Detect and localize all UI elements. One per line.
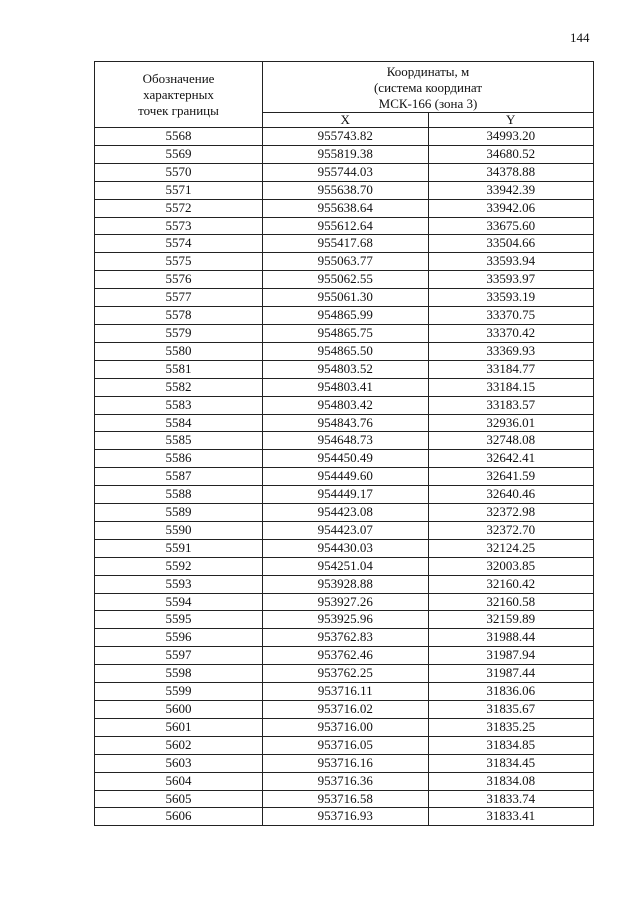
y-coordinate-cell: 32124.25 (428, 539, 594, 557)
table-row (95, 450, 594, 468)
y-coordinate-cell: 31834.08 (428, 772, 594, 790)
table-row (95, 790, 594, 808)
table-row (95, 271, 594, 289)
y-coordinate-cell: 33942.39 (428, 181, 594, 199)
x-coordinate-cell: 954803.52 (263, 360, 429, 378)
x-coordinate-cell: 955819.38 (263, 145, 429, 163)
table-row (95, 575, 594, 593)
point-id-cell: 5571 (95, 181, 263, 199)
point-id-cell: 5573 (95, 217, 263, 235)
coords-label-line-1: Координаты, м (386, 64, 470, 79)
table-row (95, 593, 594, 611)
y-coordinate-cell: 31836.06 (428, 683, 594, 701)
y-coordinate-cell: 31834.45 (428, 754, 594, 772)
point-id-cell: 5605 (95, 790, 263, 808)
table-row (95, 629, 594, 647)
table-row (95, 736, 594, 754)
x-coordinate-cell: 954251.04 (263, 557, 429, 575)
table-row (95, 772, 594, 790)
coordinates-header (263, 62, 594, 113)
table-row (95, 235, 594, 253)
x-coordinate-cell: 953762.46 (263, 647, 429, 665)
point-id-cell: 5600 (95, 701, 263, 719)
point-id-cell: 5576 (95, 271, 263, 289)
page-number: 144 (570, 30, 590, 45)
y-coordinate-cell: 31833.41 (428, 808, 594, 826)
table-body (95, 128, 594, 826)
table-row (95, 342, 594, 360)
y-coordinate-cell: 31835.25 (428, 718, 594, 736)
point-id-cell: 5603 (95, 754, 263, 772)
table-row (95, 163, 594, 181)
table-row (95, 145, 594, 163)
coords-label-line-3: МСК-166 (зона 3) (378, 96, 478, 111)
point-id-cell: 5572 (95, 199, 263, 217)
coords-label-line-2: (система координат (373, 80, 483, 95)
y-coordinate-cell: 32372.98 (428, 504, 594, 522)
point-id-cell: 5570 (95, 163, 263, 181)
x-coordinate-cell: 953928.88 (263, 575, 429, 593)
x-coordinate-cell: 955744.03 (263, 163, 429, 181)
x-column-header: X (263, 113, 429, 128)
x-coordinate-cell: 955638.64 (263, 199, 429, 217)
point-id-cell: 5593 (95, 575, 263, 593)
x-coordinate-cell: 954648.73 (263, 432, 429, 450)
point-id-cell: 5606 (95, 808, 263, 826)
point-id-cell: 5574 (95, 235, 263, 253)
table-row (95, 808, 594, 826)
table-row (95, 557, 594, 575)
point-id-cell: 5604 (95, 772, 263, 790)
point-id-cell: 5575 (95, 253, 263, 271)
table-row (95, 396, 594, 414)
x-coordinate-cell: 954423.07 (263, 521, 429, 539)
table-row (95, 468, 594, 486)
y-coordinate-cell: 31988.44 (428, 629, 594, 647)
table-row (95, 307, 594, 325)
table-row (95, 360, 594, 378)
point-id-cell: 5596 (95, 629, 263, 647)
table-row (95, 324, 594, 342)
point-id-cell: 5581 (95, 360, 263, 378)
point-id-cell: 5594 (95, 593, 263, 611)
y-coordinate-cell: 33593.97 (428, 271, 594, 289)
point-id-cell: 5583 (95, 396, 263, 414)
y-coordinate-cell: 34680.52 (428, 145, 594, 163)
table-row (95, 217, 594, 235)
y-coordinate-cell: 32159.89 (428, 611, 594, 629)
point-id-cell: 5587 (95, 468, 263, 486)
y-coordinate-cell: 32372.70 (428, 521, 594, 539)
y-coordinate-cell: 33593.94 (428, 253, 594, 271)
y-coordinate-cell: 33675.60 (428, 217, 594, 235)
point-label-line-3: точек границы (138, 102, 219, 118)
coordinates-table (94, 61, 594, 826)
table-row (95, 181, 594, 199)
point-label-line-1: Обозначение (142, 70, 215, 86)
point-id-cell: 5601 (95, 718, 263, 736)
x-coordinate-cell: 955063.77 (263, 253, 429, 271)
y-coordinate-cell: 33370.42 (428, 324, 594, 342)
x-coordinate-cell: 953762.83 (263, 629, 429, 647)
table-row (95, 199, 594, 217)
x-coordinate-cell: 954450.49 (263, 450, 429, 468)
x-coordinate-cell: 953716.58 (263, 790, 429, 808)
table-row (95, 611, 594, 629)
point-id-cell: 5591 (95, 539, 263, 557)
point-id-cell: 5585 (95, 432, 263, 450)
point-id-cell: 5568 (95, 128, 263, 146)
y-coordinate-cell: 32641.59 (428, 468, 594, 486)
table-row (95, 683, 594, 701)
x-coordinate-cell: 955638.70 (263, 181, 429, 199)
x-coordinate-cell: 953716.93 (263, 808, 429, 826)
header-row-top (95, 62, 594, 113)
x-coordinate-cell: 954449.17 (263, 486, 429, 504)
y-coordinate-cell: 33184.77 (428, 360, 594, 378)
point-label-line-2: характерных (143, 86, 214, 102)
y-coordinate-cell: 33183.57 (428, 396, 594, 414)
point-id-cell: 5590 (95, 521, 263, 539)
point-id-cell: 5569 (95, 145, 263, 163)
x-coordinate-cell: 953716.16 (263, 754, 429, 772)
table-row (95, 647, 594, 665)
x-coordinate-cell: 954865.50 (263, 342, 429, 360)
x-coordinate-cell: 954423.08 (263, 504, 429, 522)
x-coordinate-cell: 953927.26 (263, 593, 429, 611)
table-header (95, 62, 594, 128)
y-coordinate-cell: 33369.93 (428, 342, 594, 360)
x-coordinate-cell: 953716.36 (263, 772, 429, 790)
x-coordinate-cell: 955062.55 (263, 271, 429, 289)
table-row (95, 665, 594, 683)
point-id-cell: 5588 (95, 486, 263, 504)
x-coordinate-cell: 954843.76 (263, 414, 429, 432)
point-id-cell: 5592 (95, 557, 263, 575)
x-coordinate-cell: 955061.30 (263, 289, 429, 307)
point-id-cell: 5602 (95, 736, 263, 754)
table-row (95, 718, 594, 736)
y-coordinate-cell: 33370.75 (428, 307, 594, 325)
point-id-cell: 5584 (95, 414, 263, 432)
y-coordinate-cell: 31835.67 (428, 701, 594, 719)
x-coordinate-cell: 955417.68 (263, 235, 429, 253)
x-coordinate-cell: 954430.03 (263, 539, 429, 557)
point-id-cell: 5597 (95, 647, 263, 665)
y-coordinate-cell: 33942.06 (428, 199, 594, 217)
point-designation-header (95, 62, 263, 128)
x-coordinate-cell: 953925.96 (263, 611, 429, 629)
x-coordinate-cell: 953716.11 (263, 683, 429, 701)
table-row (95, 253, 594, 271)
table-row (95, 754, 594, 772)
y-coordinate-cell: 34993.20 (428, 128, 594, 146)
point-id-cell: 5578 (95, 307, 263, 325)
y-coordinate-cell: 32936.01 (428, 414, 594, 432)
y-coordinate-cell: 31987.94 (428, 647, 594, 665)
x-coordinate-cell: 953716.02 (263, 701, 429, 719)
x-coordinate-cell: 953762.25 (263, 665, 429, 683)
table-row (95, 521, 594, 539)
table-row (95, 414, 594, 432)
point-id-cell: 5599 (95, 683, 263, 701)
y-coordinate-cell: 31833.74 (428, 790, 594, 808)
y-coordinate-cell: 32160.42 (428, 575, 594, 593)
table-row (95, 701, 594, 719)
point-id-cell: 5598 (95, 665, 263, 683)
y-coordinate-cell: 31834.85 (428, 736, 594, 754)
y-coordinate-cell: 33504.66 (428, 235, 594, 253)
y-coordinate-cell: 33593.19 (428, 289, 594, 307)
y-coordinate-cell: 33184.15 (428, 378, 594, 396)
point-id-cell: 5579 (95, 324, 263, 342)
point-id-cell: 5586 (95, 450, 263, 468)
y-coordinate-cell: 31987.44 (428, 665, 594, 683)
point-id-cell: 5595 (95, 611, 263, 629)
x-coordinate-cell: 954803.41 (263, 378, 429, 396)
table-row (95, 289, 594, 307)
y-column-header: Y (428, 113, 594, 128)
x-coordinate-cell: 955612.64 (263, 217, 429, 235)
x-coordinate-cell: 954803.42 (263, 396, 429, 414)
y-coordinate-cell: 32748.08 (428, 432, 594, 450)
y-coordinate-cell: 32642.41 (428, 450, 594, 468)
x-coordinate-cell: 954865.99 (263, 307, 429, 325)
y-coordinate-cell: 32640.46 (428, 486, 594, 504)
point-id-cell: 5582 (95, 378, 263, 396)
x-coordinate-cell: 954449.60 (263, 468, 429, 486)
table-row (95, 128, 594, 146)
y-coordinate-cell: 32160.58 (428, 593, 594, 611)
table-row (95, 432, 594, 450)
x-coordinate-cell: 953716.05 (263, 736, 429, 754)
table-row (95, 539, 594, 557)
y-coordinate-cell: 32003.85 (428, 557, 594, 575)
x-coordinate-cell: 955743.82 (263, 128, 429, 146)
point-id-cell: 5589 (95, 504, 263, 522)
table-row (95, 378, 594, 396)
point-id-cell: 5577 (95, 289, 263, 307)
table-row (95, 504, 594, 522)
y-coordinate-cell: 34378.88 (428, 163, 594, 181)
x-coordinate-cell: 953716.00 (263, 718, 429, 736)
table-row (95, 486, 594, 504)
point-id-cell: 5580 (95, 342, 263, 360)
x-coordinate-cell: 954865.75 (263, 324, 429, 342)
